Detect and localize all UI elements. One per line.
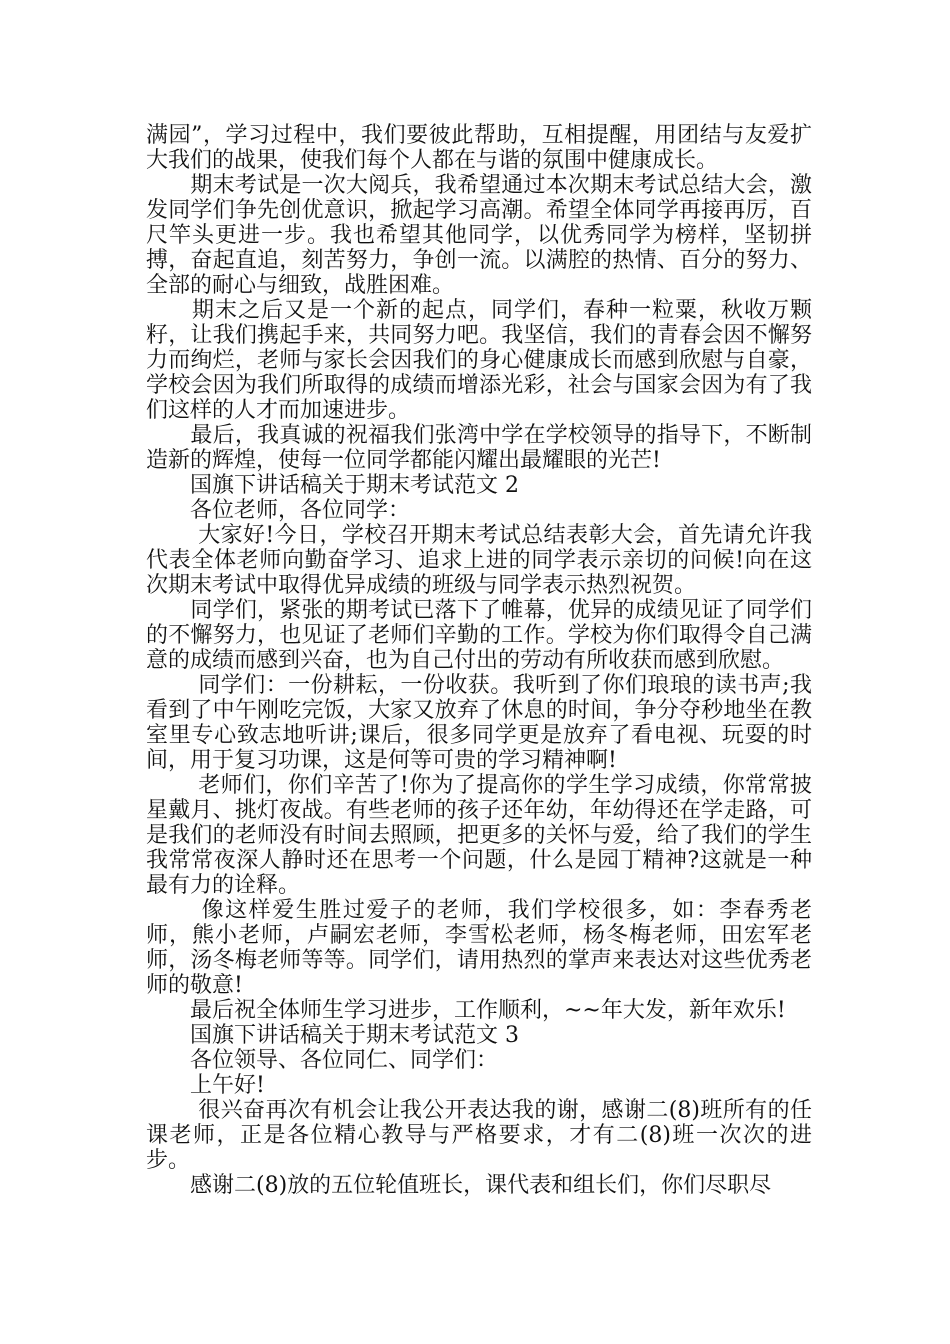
paragraph-new-start: 期末之后又是一个新的起点，同学们，春种一粒粟，秋收万颗籽，让我们携起手来，共同努力吧。我坚信，我们的青春会因不懈努力而绚烂，老师与家长会因我们的身心健康成长而感到欣慰与自豪，学校会因为我们所取得的成绩而增添光彩，社会与国家会因为有了我们这样的人才而加速进步。 [146,298,812,423]
paragraph-thanks-monitors: 感谢二(8)放的五位轮值班长，课代表和组长们，你们尽职尽 [146,1173,772,1198]
paragraph-thanks-teachers: 很兴奋再次有机会让我公开表达我的谢，感谢二(8)班所有的任课老师，正是各位精心教导与严格要求，才有二(8)班一次次的进步。 [146,1098,812,1173]
paragraph-intro-continuation: 满园”，学习过程中，我们要彼此帮助，互相提醒，用团结与友爱扩大我们的战果，使我们每个人都在与谐的氛围中健康成长。 [146,123,812,173]
salutation-2: 各位老师，各位同学： [146,498,411,523]
paragraph-final-wish: 最后祝全体师生学习进步，工作顺利，~~年大发，新年欢乐! [146,998,786,1023]
paragraph-closing-wish: 最后，我真诚的祝福我们张湾中学在学校领导的指导下，不断制造新的辉煌，使每一位同学都能闪耀出最耀眼的光芒! [146,423,812,473]
paragraph-effort-harvest: 同学们：一份耕耘，一份收获。我听到了你们琅琅的读书声;我看到了中午刚吃完饭，大家又放弃了休息的时间，争分夺秒地坐在教室里专心致志地听讲;课后，很多同学更是放弃了看电视、玩耍的时间，用于复习功课，这是何等可贵的学习精神啊! [146,673,812,773]
paragraph-teachers-thanks: 老师们，你们辛苦了!你为了提高你的学生学习成绩，你常常披星戴月、挑灯夜战。有些老师的孩子还年幼，年幼得还在学走路，可是我们的老师没有时间去照顾，把更多的关怀与爱，给了我们的学生我常常夜深人静时还在思考一个问题，什么是园丁精神?这就是一种最有力的诠释。 [146,773,812,898]
section-heading-2: 国旗下讲话稿关于期末考试范文 2 [146,473,519,498]
greeting-morning: 上午好! [146,1073,265,1098]
paragraph-greeting: 大家好!今日，学校召开期末考试总结表彰大会，首先请允许我代表全体老师向勤奋学习、追求上进的同学表示亲切的问候!向在这次期末考试中取得优异成绩的班级与同学表示热烈祝贺。 [146,523,812,598]
paragraph-teacher-names: 像这样爱生胜过爱子的老师，我们学校很多，如：李春秀老师，熊小老师，卢嗣宏老师，李雪松老师，杨冬梅老师，田宏军老师，汤冬梅老师等等。同学们，请用热烈的掌声来表达对这些优秀老师的敬意! [146,898,812,998]
paragraph-exam-over: 同学们，紧张的期考试已落下了帷幕，优异的成绩见证了同学们的不懈努力，也见证了老师们辛勤的工作。学校为你们取得令自己满意的成绩而感到兴奋，也为自己付出的劳动有所收获而感到欣慰。 [146,598,812,673]
paragraph-exam-review: 期末考试是一次大阅兵，我希望通过本次期末考试总结大会，激发同学们争先创优意识，掀起学习高潮。希望全体同学再接再厉，百尺竿头更进一步。我也希望其他同学，以优秀同学为榜样，坚韧拼搏，奋起直追，刻苦努力，争创一流。以满腔的热情、百分的努力、全部的耐心与细致，战胜困难。 [146,173,812,298]
salutation-3: 各位领导、各位同仁、同学们： [146,1048,499,1073]
section-heading-3: 国旗下讲话稿关于期末考试范文 3 [146,1023,519,1048]
document-body [146,123,812,1198]
